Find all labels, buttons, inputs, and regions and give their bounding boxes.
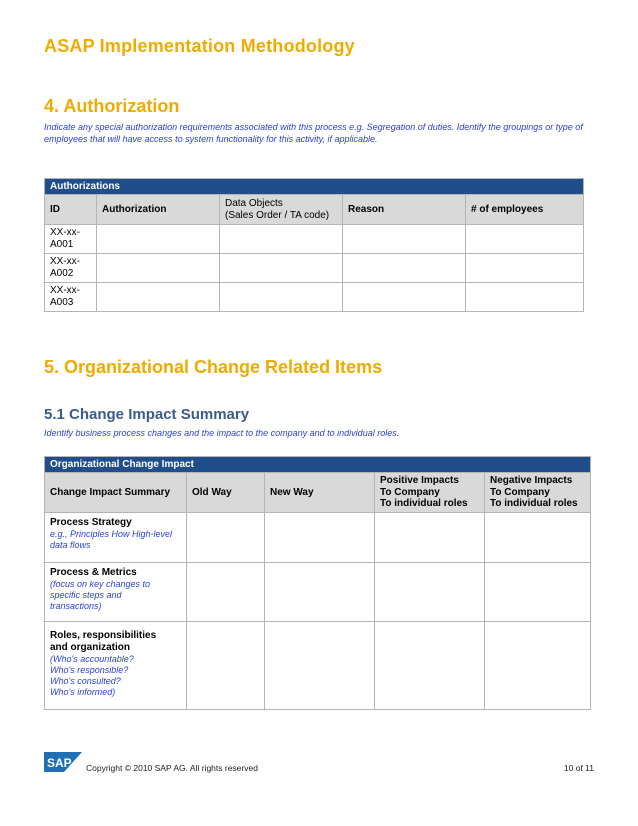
copyright-text: Copyright © 2010 SAP AG. All rights reserved <box>86 763 258 773</box>
table-row <box>45 512 591 562</box>
row-id[interactable] <box>45 225 97 254</box>
id-line: A003 <box>50 297 74 308</box>
section-4-heading: 4. Authorization <box>44 96 180 116</box>
header-line: To Company <box>380 486 440 498</box>
cell-authorization[interactable] <box>97 283 220 312</box>
document-title: ASAP Implementation Methodology <box>44 36 355 56</box>
table-row <box>45 254 584 283</box>
table-row <box>45 562 591 621</box>
col-header-old-way: Old Way <box>187 473 265 513</box>
cell-employees[interactable] <box>466 254 584 283</box>
row-hint: e.g., Principles How High-level <box>50 528 173 539</box>
cell-employees[interactable] <box>466 225 584 254</box>
cell-new-way[interactable] <box>265 621 375 709</box>
col-header-data-objects <box>220 195 343 225</box>
row-hint: (Who's accountable? <box>50 653 134 664</box>
header-line: Negative Impacts <box>490 475 573 486</box>
cell-employees[interactable] <box>466 283 584 312</box>
id-line: A001 <box>50 239 74 250</box>
row-roles <box>45 621 187 709</box>
col-header-authorization: Authorization <box>97 195 220 225</box>
cell-positive[interactable] <box>375 562 485 621</box>
col-header-new-way: New Way <box>265 473 375 513</box>
change-impact-table <box>44 456 591 710</box>
row-title: and organization <box>50 641 130 653</box>
row-hint: Who's responsible? <box>50 664 129 675</box>
id-line: A002 <box>50 268 74 279</box>
header-line: To individual roles <box>380 498 468 509</box>
cell-negative[interactable] <box>485 512 591 562</box>
section-5-1-note: Identify business process changes and the impact to the company and to individual roles. <box>44 428 400 438</box>
sap-logo <box>44 752 82 772</box>
row-hint: Who's informed) <box>50 686 116 697</box>
row-id[interactable] <box>45 254 97 283</box>
row-hint: specific steps and <box>50 589 122 600</box>
col-header-id: ID <box>45 195 97 225</box>
section-5-heading: 5. Organizational Change Related Items <box>44 357 383 377</box>
page-number: 10 of 11 <box>563 763 594 773</box>
cell-negative[interactable] <box>485 562 591 621</box>
row-title: Roles, responsibilities <box>50 629 157 641</box>
row-title: Process Strategy <box>50 516 132 528</box>
col-header-positive <box>375 473 485 513</box>
header-line: To individual roles <box>490 498 578 509</box>
data-objects-sub: (Sales Order / TA code) <box>225 209 330 221</box>
row-hint: (focus on key changes to <box>50 578 151 589</box>
cell-positive[interactable] <box>375 621 485 709</box>
table-row <box>45 225 584 254</box>
row-process-strategy <box>45 512 187 562</box>
row-hint: data flows <box>50 539 91 550</box>
cell-positive[interactable] <box>375 512 485 562</box>
data-objects-label: Data Objects <box>225 197 283 209</box>
id-line: XX-xx- <box>50 285 80 296</box>
col-header-reason: Reason <box>343 195 466 225</box>
col-header-summary: Change Impact Summary <box>45 473 187 513</box>
col-header-employees: # of employees <box>466 195 584 225</box>
cell-data-objects[interactable] <box>220 225 343 254</box>
change-impact-caption: Organizational Change Impact <box>45 457 591 473</box>
cell-new-way[interactable] <box>265 562 375 621</box>
cell-authorization[interactable] <box>97 254 220 283</box>
header-line: To Company <box>490 486 550 498</box>
cell-reason[interactable] <box>343 283 466 312</box>
header-line: Positive Impacts <box>380 475 459 486</box>
authorizations-caption: Authorizations <box>45 179 584 195</box>
cell-authorization[interactable] <box>97 225 220 254</box>
page-footer <box>44 748 594 778</box>
cell-data-objects[interactable] <box>220 254 343 283</box>
row-process-metrics <box>45 562 187 621</box>
cell-data-objects[interactable] <box>220 283 343 312</box>
row-title: Process & Metrics <box>50 566 137 578</box>
row-hint: transactions) <box>50 600 102 611</box>
sap-logo-text: SAP <box>47 756 72 770</box>
table-row <box>45 283 584 312</box>
row-id[interactable] <box>45 283 97 312</box>
cell-reason[interactable] <box>343 254 466 283</box>
authorizations-table <box>44 178 584 312</box>
cell-old-way[interactable] <box>187 562 265 621</box>
cell-old-way[interactable] <box>187 512 265 562</box>
cell-old-way[interactable] <box>187 621 265 709</box>
id-line: XX-xx- <box>50 256 80 267</box>
section-4-note: Indicate any special authorization requirements associated with this process e.g. Segregation of duties. Identify the groupings or type of employees that will have access to system functionality for this activity, if applicable. <box>44 122 583 144</box>
cell-negative[interactable] <box>485 621 591 709</box>
section-5-1-heading: 5.1 Change Impact Summary <box>44 406 250 423</box>
col-header-negative <box>485 473 591 513</box>
table-row <box>45 621 591 709</box>
cell-reason[interactable] <box>343 225 466 254</box>
row-hint: Who's consulted? <box>50 675 121 686</box>
id-line: XX-xx- <box>50 227 80 238</box>
cell-new-way[interactable] <box>265 512 375 562</box>
